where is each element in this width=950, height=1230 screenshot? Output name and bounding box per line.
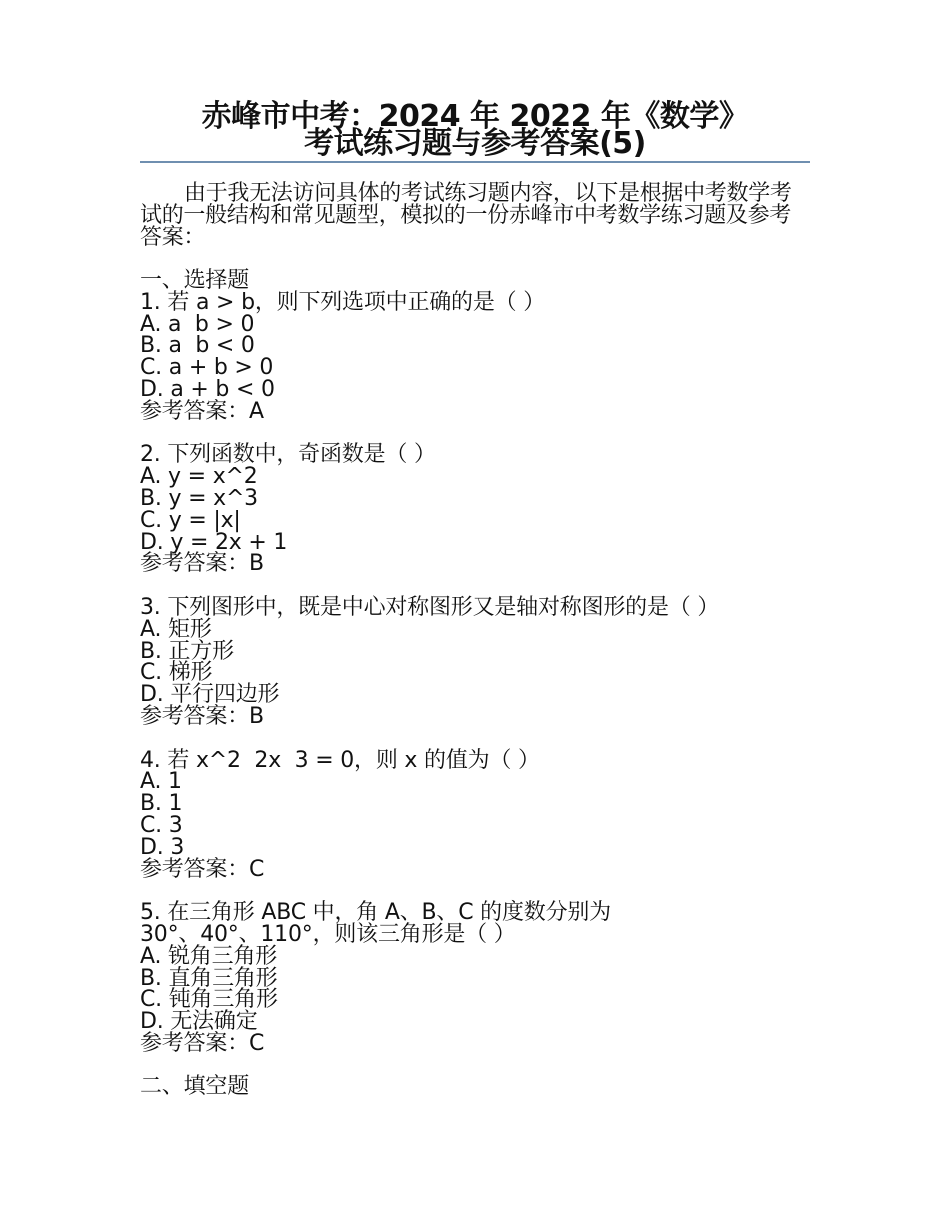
spacer xyxy=(140,423,830,445)
option-d: D. y = 2x + 1 xyxy=(140,529,288,555)
option-d: D. 平行四边形 xyxy=(140,682,280,708)
option-b: B. 直角三角形 xyxy=(140,965,278,991)
document-body xyxy=(140,270,830,1098)
answer: 参考答案：B xyxy=(140,703,264,729)
answer: 参考答案：A xyxy=(140,398,264,424)
question-stem-line-2: 30°、40°、110°，则该三角形是（ ） xyxy=(140,921,516,947)
question-stem-line-1: 5. 在三角形 ABC 中，角 A、B、C 的度数分别为 xyxy=(140,900,611,926)
document-title xyxy=(140,99,810,161)
section-title-multiple-choice: 一、选择题 xyxy=(140,268,250,293)
question-3 xyxy=(140,594,830,729)
question-stem: 2. 下列函数中，奇函数是（ ） xyxy=(140,442,436,468)
title-line-2: 考试练习题与参考答案(5) xyxy=(304,126,646,161)
option-a: A. 锐角三角形 xyxy=(140,943,278,969)
option-b: B. 1 xyxy=(140,791,183,817)
option-c: C. 梯形 xyxy=(140,660,213,686)
section-title-fill-in-blank: 二、填空题 xyxy=(140,1074,250,1100)
spacer xyxy=(140,575,830,597)
option-b: B. y = x^3 xyxy=(140,485,258,511)
question-stem: 1. 若 a > b，则下列选项中正确的是（ ） xyxy=(140,289,546,315)
option-c: C. 3 xyxy=(140,812,183,838)
option-c: C. a + b > 0 xyxy=(140,355,274,381)
question-2 xyxy=(140,444,830,575)
question-4 xyxy=(140,747,830,882)
spacer xyxy=(140,880,830,902)
answer: 参考答案：B xyxy=(140,551,264,577)
question-5 xyxy=(140,902,830,1055)
option-d: D. 3 xyxy=(140,834,185,860)
option-a: A. a b > 0 xyxy=(140,311,255,337)
spacer xyxy=(140,1055,830,1077)
answer: 参考答案：C xyxy=(140,1030,265,1056)
intro-paragraph: 由于我无法访问具体的考试练习题内容，以下是根据中考数学考试的一般结构和常见题型，模拟的一份赤峰市中考数学练习题及参考答案： xyxy=(140,181,792,250)
option-c: C. y = |x| xyxy=(140,507,241,533)
answer: 参考答案：C xyxy=(140,856,265,882)
option-a: A. 1 xyxy=(140,769,182,795)
option-a: A. y = x^2 xyxy=(140,464,258,490)
option-b: B. 正方形 xyxy=(140,638,234,664)
option-d: D. 无法确定 xyxy=(140,1009,258,1035)
question-1 xyxy=(140,289,830,424)
option-a: A. 矩形 xyxy=(140,616,212,642)
option-b: B. a b < 0 xyxy=(140,333,255,359)
spacer xyxy=(140,728,830,750)
question-stem: 3. 下列图形中，既是中心对称图形又是轴对称图形的是（ ） xyxy=(140,594,720,620)
title-line-1: 赤峰市中考：2024 年 2022 年《数学》 xyxy=(201,99,749,134)
question-stem: 4. 若 x^2 2x 3 = 0，则 x 的值为（ ） xyxy=(140,747,540,773)
option-c: C. 钝角三角形 xyxy=(140,987,278,1013)
option-d: D. a + b < 0 xyxy=(140,376,275,402)
title-underline xyxy=(140,161,810,163)
